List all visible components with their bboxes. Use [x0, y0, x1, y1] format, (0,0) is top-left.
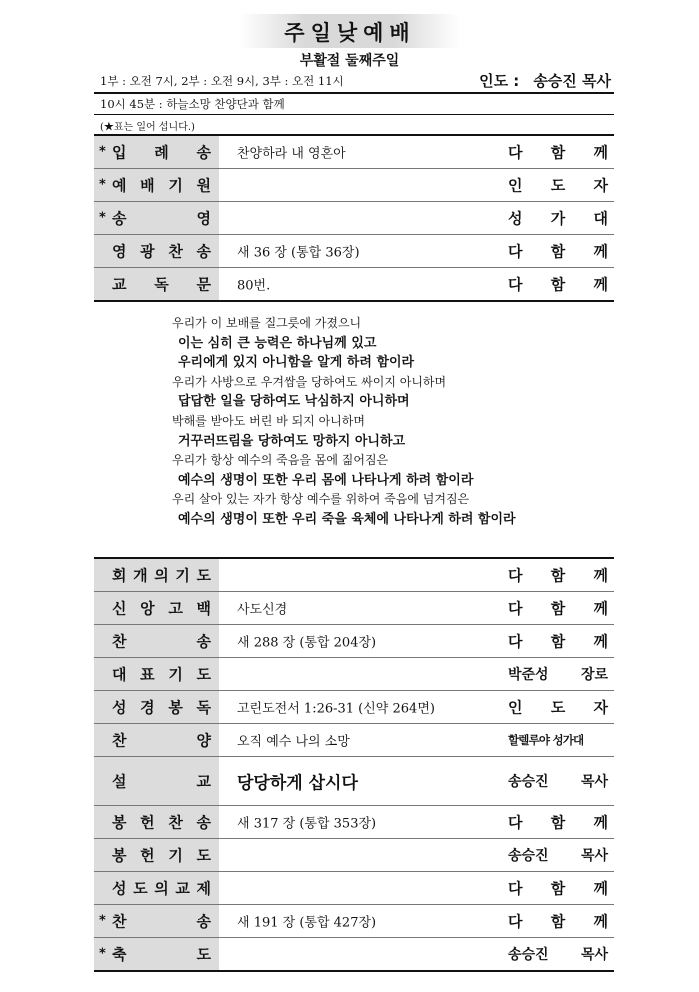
label-char: 독 — [154, 275, 169, 294]
label-char: 헌 — [140, 846, 155, 865]
leader-name: 송승진 목사 — [533, 72, 611, 90]
order-row — [94, 592, 614, 625]
order-item-responsible — [508, 631, 608, 652]
response-char: 께 — [593, 242, 608, 261]
label-char: 성 — [112, 698, 127, 717]
label-char: 례 — [154, 143, 169, 162]
order-item-responsible — [508, 697, 608, 718]
response-char: 함 — [550, 143, 566, 162]
reading-congregation-line: 우리에게 있지 아니함을 알게 하려 함이라 — [178, 355, 415, 371]
header-rule — [94, 92, 614, 94]
label-char: 설 — [112, 772, 127, 791]
response-char: 께 — [593, 275, 608, 294]
label-char: 고 — [168, 599, 183, 618]
standing-mark: * — [99, 913, 106, 929]
order-item-label — [112, 845, 211, 866]
label-char: 광 — [140, 242, 155, 261]
order-item-label — [112, 664, 211, 685]
order-item-content: 찬양하라 내 영혼아 — [237, 146, 346, 162]
label-char: 기 — [168, 176, 183, 195]
responsive-reading — [172, 314, 612, 530]
label-char: 축 — [112, 945, 127, 964]
order-row — [94, 169, 614, 202]
order-item-label — [112, 175, 211, 196]
response-char: 다 — [508, 242, 523, 261]
order-row — [94, 938, 614, 970]
response-char: 가 — [550, 209, 566, 228]
label-char: 기 — [168, 846, 183, 865]
order-item-responsible: 박준성 장로 — [508, 667, 608, 683]
label-char: 도 — [196, 665, 211, 684]
order-label-cell — [94, 169, 219, 201]
label-char: 양 — [196, 731, 211, 750]
order-row — [94, 724, 614, 757]
response-char: 다 — [508, 912, 523, 931]
order-label-cell — [94, 202, 219, 234]
label-char: 기 — [168, 665, 183, 684]
service-times: 1부 : 오전 7시, 2부 : 오전 9시, 3부 : 오전 11시 — [100, 74, 344, 88]
order-item-responsible — [508, 812, 608, 833]
reading-congregation-line: 이는 심히 큰 능력은 하나님께 있고 — [178, 335, 377, 351]
order-item-label — [112, 274, 211, 295]
response-char: 께 — [593, 599, 608, 618]
order-item-responsible — [508, 565, 608, 586]
order-label-cell — [94, 839, 219, 871]
label-char: 개 — [133, 566, 148, 585]
label-char: 송 — [196, 143, 211, 162]
order-row — [94, 905, 614, 938]
response-char: 다 — [508, 143, 523, 162]
label-char: 찬 — [112, 632, 127, 651]
label-char: 도 — [196, 846, 211, 865]
response-char: 께 — [593, 143, 608, 162]
standing-mark: * — [99, 946, 106, 962]
response-char: 다 — [508, 632, 523, 651]
order-item-label — [112, 771, 211, 792]
order-item-label — [112, 631, 211, 652]
order-item-content: 새 36 장 (통합 36장) — [237, 245, 360, 261]
header-divider — [94, 114, 614, 115]
label-char: 송 — [196, 632, 211, 651]
order-item-content: 80번. — [237, 278, 271, 294]
order-label-cell — [94, 938, 219, 970]
label-char: 도 — [133, 879, 148, 898]
order-item-responsible: 송승진 목사 — [508, 848, 608, 864]
order-item-responsible — [508, 598, 608, 619]
order-item-responsible — [508, 175, 608, 196]
order-label-cell — [94, 872, 219, 904]
order-item-label — [112, 598, 211, 619]
response-char: 성 — [508, 209, 523, 228]
label-char: 백 — [196, 599, 211, 618]
label-char: 의 — [154, 566, 169, 585]
order-item-responsible — [508, 241, 608, 262]
response-char: 함 — [550, 566, 566, 585]
label-char: 봉 — [168, 698, 183, 717]
response-char: 자 — [593, 698, 608, 717]
order-item-content: 새 191 장 (통합 427장) — [237, 915, 377, 931]
order-label-cell — [94, 905, 219, 937]
order-item-content: 새 288 장 (통합 204장) — [237, 635, 377, 651]
reading-leader-line: 박해를 받아도 버린 바 되지 아니하며 — [172, 413, 365, 428]
label-char: 입 — [112, 143, 127, 162]
order-of-worship-bottom — [94, 557, 614, 972]
reading-leader-line: 우리 살아 있는 자가 항상 예수를 위하여 죽음에 넘겨짐은 — [172, 492, 470, 507]
order-row — [94, 839, 614, 872]
order-label-cell — [94, 658, 219, 690]
order-row — [94, 625, 614, 658]
response-char: 다 — [508, 566, 523, 585]
order-label-cell — [94, 136, 219, 168]
reading-congregation-line: 답답한 일을 당하여도 낙심하지 아니하며 — [178, 394, 410, 410]
label-char: 예 — [112, 176, 127, 195]
reading-leader-line: 우리가 항상 예수의 죽음을 몸에 짊어짐은 — [172, 453, 389, 468]
response-char: 다 — [508, 879, 523, 898]
order-item-label — [112, 730, 211, 751]
label-char: 송 — [196, 813, 211, 832]
order-item-label — [112, 565, 211, 586]
order-label-cell — [94, 625, 219, 657]
label-char: 교 — [175, 879, 190, 898]
label-char: 송 — [196, 242, 211, 261]
label-char: 제 — [196, 879, 211, 898]
order-item-label — [112, 208, 211, 229]
order-row — [94, 268, 614, 300]
order-item-label — [112, 878, 211, 899]
label-char: 봉 — [112, 846, 127, 865]
label-char: 찬 — [168, 813, 183, 832]
response-char: 대 — [593, 209, 608, 228]
response-char: 께 — [593, 813, 608, 832]
label-char: 기 — [175, 566, 190, 585]
choir-schedule: 10시 45분 : 하늘소망 찬양단과 함께 — [100, 97, 285, 111]
order-item-label — [112, 911, 211, 932]
response-char: 께 — [593, 566, 608, 585]
label-char: 도 — [196, 945, 211, 964]
order-label-cell — [94, 757, 219, 805]
order-label-cell — [94, 268, 219, 300]
order-item-content: 사도신경 — [237, 602, 288, 618]
order-item-label — [112, 812, 211, 833]
order-label-cell — [94, 724, 219, 756]
worship-leader — [479, 70, 611, 91]
reading-leader-line: 우리가 사방으로 우겨쌈을 당하여도 싸이지 아니하며 — [172, 374, 447, 389]
order-label-cell — [94, 559, 219, 591]
label-char: 찬 — [112, 912, 127, 931]
response-char: 다 — [508, 599, 523, 618]
order-of-worship-top — [94, 134, 614, 302]
order-item-content: 오직 예수 나의 소망 — [237, 734, 350, 750]
order-label-cell — [94, 235, 219, 267]
label-char: 문 — [196, 275, 211, 294]
response-char: 함 — [550, 912, 566, 931]
label-char: 찬 — [168, 242, 183, 261]
response-char: 함 — [550, 275, 566, 294]
order-item-responsible — [508, 142, 608, 163]
label-char: 성 — [112, 879, 127, 898]
standing-mark: * — [99, 210, 106, 226]
order-label-cell — [94, 806, 219, 838]
label-char: 송 — [112, 209, 127, 228]
reading-leader-line: 우리가 이 보배를 질그릇에 가졌으니 — [172, 316, 362, 330]
response-char: 함 — [550, 632, 566, 651]
order-row — [94, 806, 614, 839]
order-item-content: 새 317 장 (통합 353장) — [237, 816, 377, 832]
response-char: 도 — [550, 176, 566, 195]
response-char: 도 — [550, 698, 566, 717]
page-subtitle: 부활절 둘째주일 — [299, 53, 400, 69]
response-char: 인 — [508, 698, 523, 717]
response-char: 께 — [593, 879, 608, 898]
order-row — [94, 757, 614, 806]
order-row — [94, 691, 614, 724]
standing-mark: * — [99, 177, 106, 193]
response-char: 께 — [593, 912, 608, 931]
order-item-label — [112, 944, 211, 965]
response-char: 함 — [550, 813, 566, 832]
label-char: 경 — [140, 698, 155, 717]
label-char: 신 — [112, 599, 127, 618]
order-label-cell — [94, 592, 219, 624]
title-banner — [240, 14, 460, 48]
label-char: 영 — [196, 209, 211, 228]
order-item-responsible: 송승진 목사 — [508, 774, 608, 790]
label-char: 대 — [112, 665, 127, 684]
label-char: 표 — [140, 665, 155, 684]
order-item-responsible: 할렐루야 성가대 — [508, 733, 584, 747]
label-char: 교 — [196, 772, 211, 791]
label-char: 교 — [112, 275, 127, 294]
response-char: 다 — [508, 275, 523, 294]
leader-label: 인도 : — [479, 72, 520, 90]
reading-congregation-line: 거꾸러뜨림을 당하여도 망하지 아니하고 — [178, 433, 406, 449]
label-char: 원 — [196, 176, 211, 195]
label-char: 영 — [112, 242, 127, 261]
label-char: 헌 — [140, 813, 155, 832]
response-char: 께 — [593, 632, 608, 651]
order-item-label — [112, 241, 211, 262]
response-char: 함 — [550, 242, 566, 261]
label-char: 도 — [196, 566, 211, 585]
order-item-responsible — [508, 208, 608, 229]
order-row — [94, 202, 614, 235]
order-item-responsible: 송승진 목사 — [508, 947, 608, 963]
label-char: 봉 — [112, 813, 127, 832]
label-char: 송 — [196, 912, 211, 931]
page-title: 주일낮예배 — [284, 21, 416, 45]
order-item-responsible — [508, 274, 608, 295]
label-char: 찬 — [112, 731, 127, 750]
label-char: 앙 — [140, 599, 155, 618]
order-item-label — [112, 142, 211, 163]
order-item-label — [112, 697, 211, 718]
response-char: 인 — [508, 176, 523, 195]
label-char: 회 — [112, 566, 127, 585]
order-item-responsible — [508, 911, 608, 932]
standing-note: (★표는 일어 섭니다.) — [100, 122, 195, 133]
label-char: 의 — [154, 879, 169, 898]
order-row — [94, 136, 614, 169]
label-char: 배 — [140, 176, 155, 195]
label-char: 독 — [196, 698, 211, 717]
order-row — [94, 235, 614, 268]
reading-congregation-line: 예수의 생명이 또한 우리 죽을 육체에 나타나게 하려 함이라 — [178, 511, 516, 527]
order-row — [94, 658, 614, 691]
standing-mark: * — [99, 144, 106, 160]
order-row — [94, 872, 614, 905]
sermon-title: 당당하게 삽시다 — [237, 773, 358, 794]
order-item-content: 고린도전서 1:26-31 (신약 264면) — [237, 701, 435, 717]
order-label-cell — [94, 691, 219, 723]
response-char: 함 — [550, 599, 566, 618]
response-char: 함 — [550, 879, 566, 898]
order-row — [94, 559, 614, 592]
order-item-responsible — [508, 878, 608, 899]
reading-congregation-line: 예수의 생명이 또한 우리 몸에 나타나게 하려 함이라 — [178, 472, 474, 488]
response-char: 다 — [508, 813, 523, 832]
response-char: 자 — [593, 176, 608, 195]
